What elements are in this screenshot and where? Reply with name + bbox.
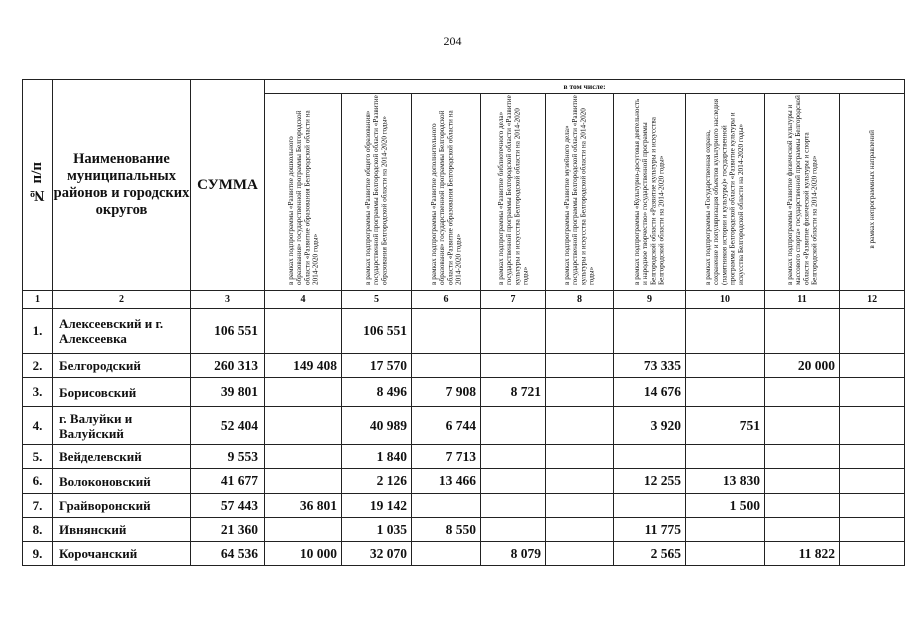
cell-value xyxy=(412,354,481,378)
header-including: в том числе: xyxy=(265,80,905,94)
district-name: Ивнянский xyxy=(53,518,191,542)
cell-value: 1 500 xyxy=(686,494,765,518)
district-name: Грайворонский xyxy=(53,494,191,518)
header-subcolumn: в рамках подпрограммы «Развитие дошкольного образования» государственной программы Белгородской области «Развитие образования Белгородской области на 2014-2020 годы» xyxy=(265,94,342,291)
row-sum: 9 553 xyxy=(191,445,265,469)
row-sum: 106 551 xyxy=(191,309,265,354)
cell-value xyxy=(265,309,342,354)
cell-value xyxy=(481,518,546,542)
cell-value: 751 xyxy=(686,407,765,445)
cell-value: 2 126 xyxy=(342,469,412,494)
cell-value xyxy=(546,445,614,469)
cell-value: 36 801 xyxy=(265,494,342,518)
cell-value xyxy=(546,542,614,566)
column-number: 10 xyxy=(686,291,765,309)
row-sum: 52 404 xyxy=(191,407,265,445)
row-index: 1. xyxy=(23,309,53,354)
column-number: 11 xyxy=(765,291,840,309)
cell-value: 3 920 xyxy=(614,407,686,445)
cell-value xyxy=(546,518,614,542)
cell-value xyxy=(481,354,546,378)
cell-value xyxy=(686,445,765,469)
header-subcolumn: в рамках подпрограммы «Культурно-досуговая деятельность и народное творчество» государственной программы Белгородской области «Развитие культуры и искусства Белгородской области на 2014-2020 годы» xyxy=(614,94,686,291)
cell-value xyxy=(546,469,614,494)
cell-value xyxy=(840,309,905,354)
cell-value xyxy=(265,518,342,542)
table-row xyxy=(23,518,905,542)
cell-value xyxy=(765,378,840,407)
cell-value: 17 570 xyxy=(342,354,412,378)
district-name: Корочанский xyxy=(53,542,191,566)
row-sum: 260 313 xyxy=(191,354,265,378)
cell-value xyxy=(481,469,546,494)
cell-value: 10 000 xyxy=(265,542,342,566)
column-number: 9 xyxy=(614,291,686,309)
row-sum: 21 360 xyxy=(191,518,265,542)
cell-value: 106 551 xyxy=(342,309,412,354)
cell-value xyxy=(546,494,614,518)
column-number-row xyxy=(23,291,905,309)
cell-value xyxy=(840,445,905,469)
cell-value xyxy=(765,469,840,494)
page-number: 204 xyxy=(443,34,462,48)
cell-value: 32 070 xyxy=(342,542,412,566)
cell-value xyxy=(840,378,905,407)
row-index: 6. xyxy=(23,469,53,494)
row-sum: 64 536 xyxy=(191,542,265,566)
cell-value: 40 989 xyxy=(342,407,412,445)
cell-value: 20 000 xyxy=(765,354,840,378)
cell-value: 8 079 xyxy=(481,542,546,566)
cell-value: 8 496 xyxy=(342,378,412,407)
table-row xyxy=(23,407,905,445)
cell-value: 8 550 xyxy=(412,518,481,542)
district-name: Волоконовский xyxy=(53,469,191,494)
cell-value xyxy=(686,309,765,354)
header-number xyxy=(23,80,53,291)
row-index: 8. xyxy=(23,518,53,542)
row-index: 2. xyxy=(23,354,53,378)
cell-value xyxy=(546,309,614,354)
district-name: Борисовский xyxy=(53,378,191,407)
cell-value xyxy=(265,378,342,407)
cell-value xyxy=(686,518,765,542)
column-number: 3 xyxy=(191,291,265,309)
cell-value xyxy=(481,494,546,518)
cell-value xyxy=(265,445,342,469)
cell-value xyxy=(840,494,905,518)
cell-value xyxy=(765,518,840,542)
header-subcolumn: в рамках непрограммных направлений xyxy=(840,94,905,291)
table-row xyxy=(23,378,905,407)
row-sum: 39 801 xyxy=(191,378,265,407)
cell-value: 11 822 xyxy=(765,542,840,566)
cell-value xyxy=(840,542,905,566)
cell-value: 7 713 xyxy=(412,445,481,469)
cell-value xyxy=(546,378,614,407)
column-number: 5 xyxy=(342,291,412,309)
cell-value xyxy=(412,309,481,354)
cell-value xyxy=(265,469,342,494)
row-index: 9. xyxy=(23,542,53,566)
header-number-label: № п/п xyxy=(29,161,45,204)
cell-value xyxy=(765,407,840,445)
row-index: 4. xyxy=(23,407,53,445)
cell-value: 13 466 xyxy=(412,469,481,494)
district-name: Белгородский xyxy=(53,354,191,378)
cell-value xyxy=(614,445,686,469)
row-index: 3. xyxy=(23,378,53,407)
cell-value xyxy=(614,494,686,518)
cell-value xyxy=(686,378,765,407)
district-name: г. Валуйки и Валуйский xyxy=(53,407,191,445)
cell-value xyxy=(481,445,546,469)
column-number: 1 xyxy=(23,291,53,309)
cell-value xyxy=(546,354,614,378)
cell-value xyxy=(546,407,614,445)
column-number: 6 xyxy=(412,291,481,309)
header-sum: СУММА xyxy=(191,80,265,291)
header-subcolumn: в рамках подпрограммы «Развитие библиотечного дела» государственной программы Белгородской области «Развитие культуры и искусства Белгородской области на 2014-2020 годы» xyxy=(481,94,546,291)
cell-value: 12 255 xyxy=(614,469,686,494)
cell-value xyxy=(481,309,546,354)
cell-value: 6 744 xyxy=(412,407,481,445)
row-sum: 57 443 xyxy=(191,494,265,518)
budget-table xyxy=(22,79,905,566)
cell-value: 11 775 xyxy=(614,518,686,542)
header-subcolumn: в рамках подпрограммы «Развитие музейного дела» государственной программы Белгородской области «Развитие культуры и искусства Белгородской области на 2014-2020 годы» xyxy=(546,94,614,291)
header-subcolumn: в рамках подпрограммы «Развитие физической культуры и массового спорта» государственной программы Белгородской области «Развитие физической культуры и спорта Белгородской области на 2014-2020 годы» xyxy=(765,94,840,291)
cell-value xyxy=(686,354,765,378)
row-index: 7. xyxy=(23,494,53,518)
cell-value xyxy=(481,407,546,445)
row-sum: 41 677 xyxy=(191,469,265,494)
cell-value: 13 830 xyxy=(686,469,765,494)
table-row xyxy=(23,445,905,469)
table-row xyxy=(23,542,905,566)
cell-value xyxy=(765,494,840,518)
header-subcolumn: в рамках подпрограммы «Государственная охрана, сохранение и популяризация объектов культурного наследия (памятников истории и культуры)» государственной программы Белгородской области «Развитие культуры и искусства Белгородской области на 2014-2020 годы» xyxy=(686,94,765,291)
header-subcolumn: в рамках подпрограммы «Развитие общего образования» государственной программы Белгородской области «Развитие образования Белгородской области на 2014-2020 годы» xyxy=(342,94,412,291)
column-number: 2 xyxy=(53,291,191,309)
district-name: Алексеевский и г. Алексеевка xyxy=(53,309,191,354)
table-row xyxy=(23,494,905,518)
header-name: Наименование муниципальных районов и городских округов xyxy=(53,80,191,291)
column-number: 8 xyxy=(546,291,614,309)
cell-value: 73 335 xyxy=(614,354,686,378)
cell-value: 2 565 xyxy=(614,542,686,566)
cell-value xyxy=(765,445,840,469)
cell-value xyxy=(412,542,481,566)
cell-value: 19 142 xyxy=(342,494,412,518)
table-row xyxy=(23,469,905,494)
cell-value xyxy=(840,469,905,494)
cell-value xyxy=(686,542,765,566)
cell-value xyxy=(840,518,905,542)
cell-value xyxy=(265,407,342,445)
cell-value xyxy=(840,354,905,378)
cell-value xyxy=(412,494,481,518)
cell-value xyxy=(765,309,840,354)
cell-value: 14 676 xyxy=(614,378,686,407)
header-subcolumn: в рамках подпрограммы «Развитие дополнительного образования» государственной программы Белгородской области «Развитие образования Белгородской области на 2014-2020 годы» xyxy=(412,94,481,291)
column-number: 12 xyxy=(840,291,905,309)
table-row xyxy=(23,309,905,354)
cell-value: 7 908 xyxy=(412,378,481,407)
cell-value: 1 035 xyxy=(342,518,412,542)
column-number: 4 xyxy=(265,291,342,309)
cell-value xyxy=(614,309,686,354)
cell-value: 8 721 xyxy=(481,378,546,407)
cell-value: 149 408 xyxy=(265,354,342,378)
district-name: Вейделевский xyxy=(53,445,191,469)
cell-value xyxy=(840,407,905,445)
column-number: 7 xyxy=(481,291,546,309)
table-row xyxy=(23,354,905,378)
cell-value: 1 840 xyxy=(342,445,412,469)
row-index: 5. xyxy=(23,445,53,469)
